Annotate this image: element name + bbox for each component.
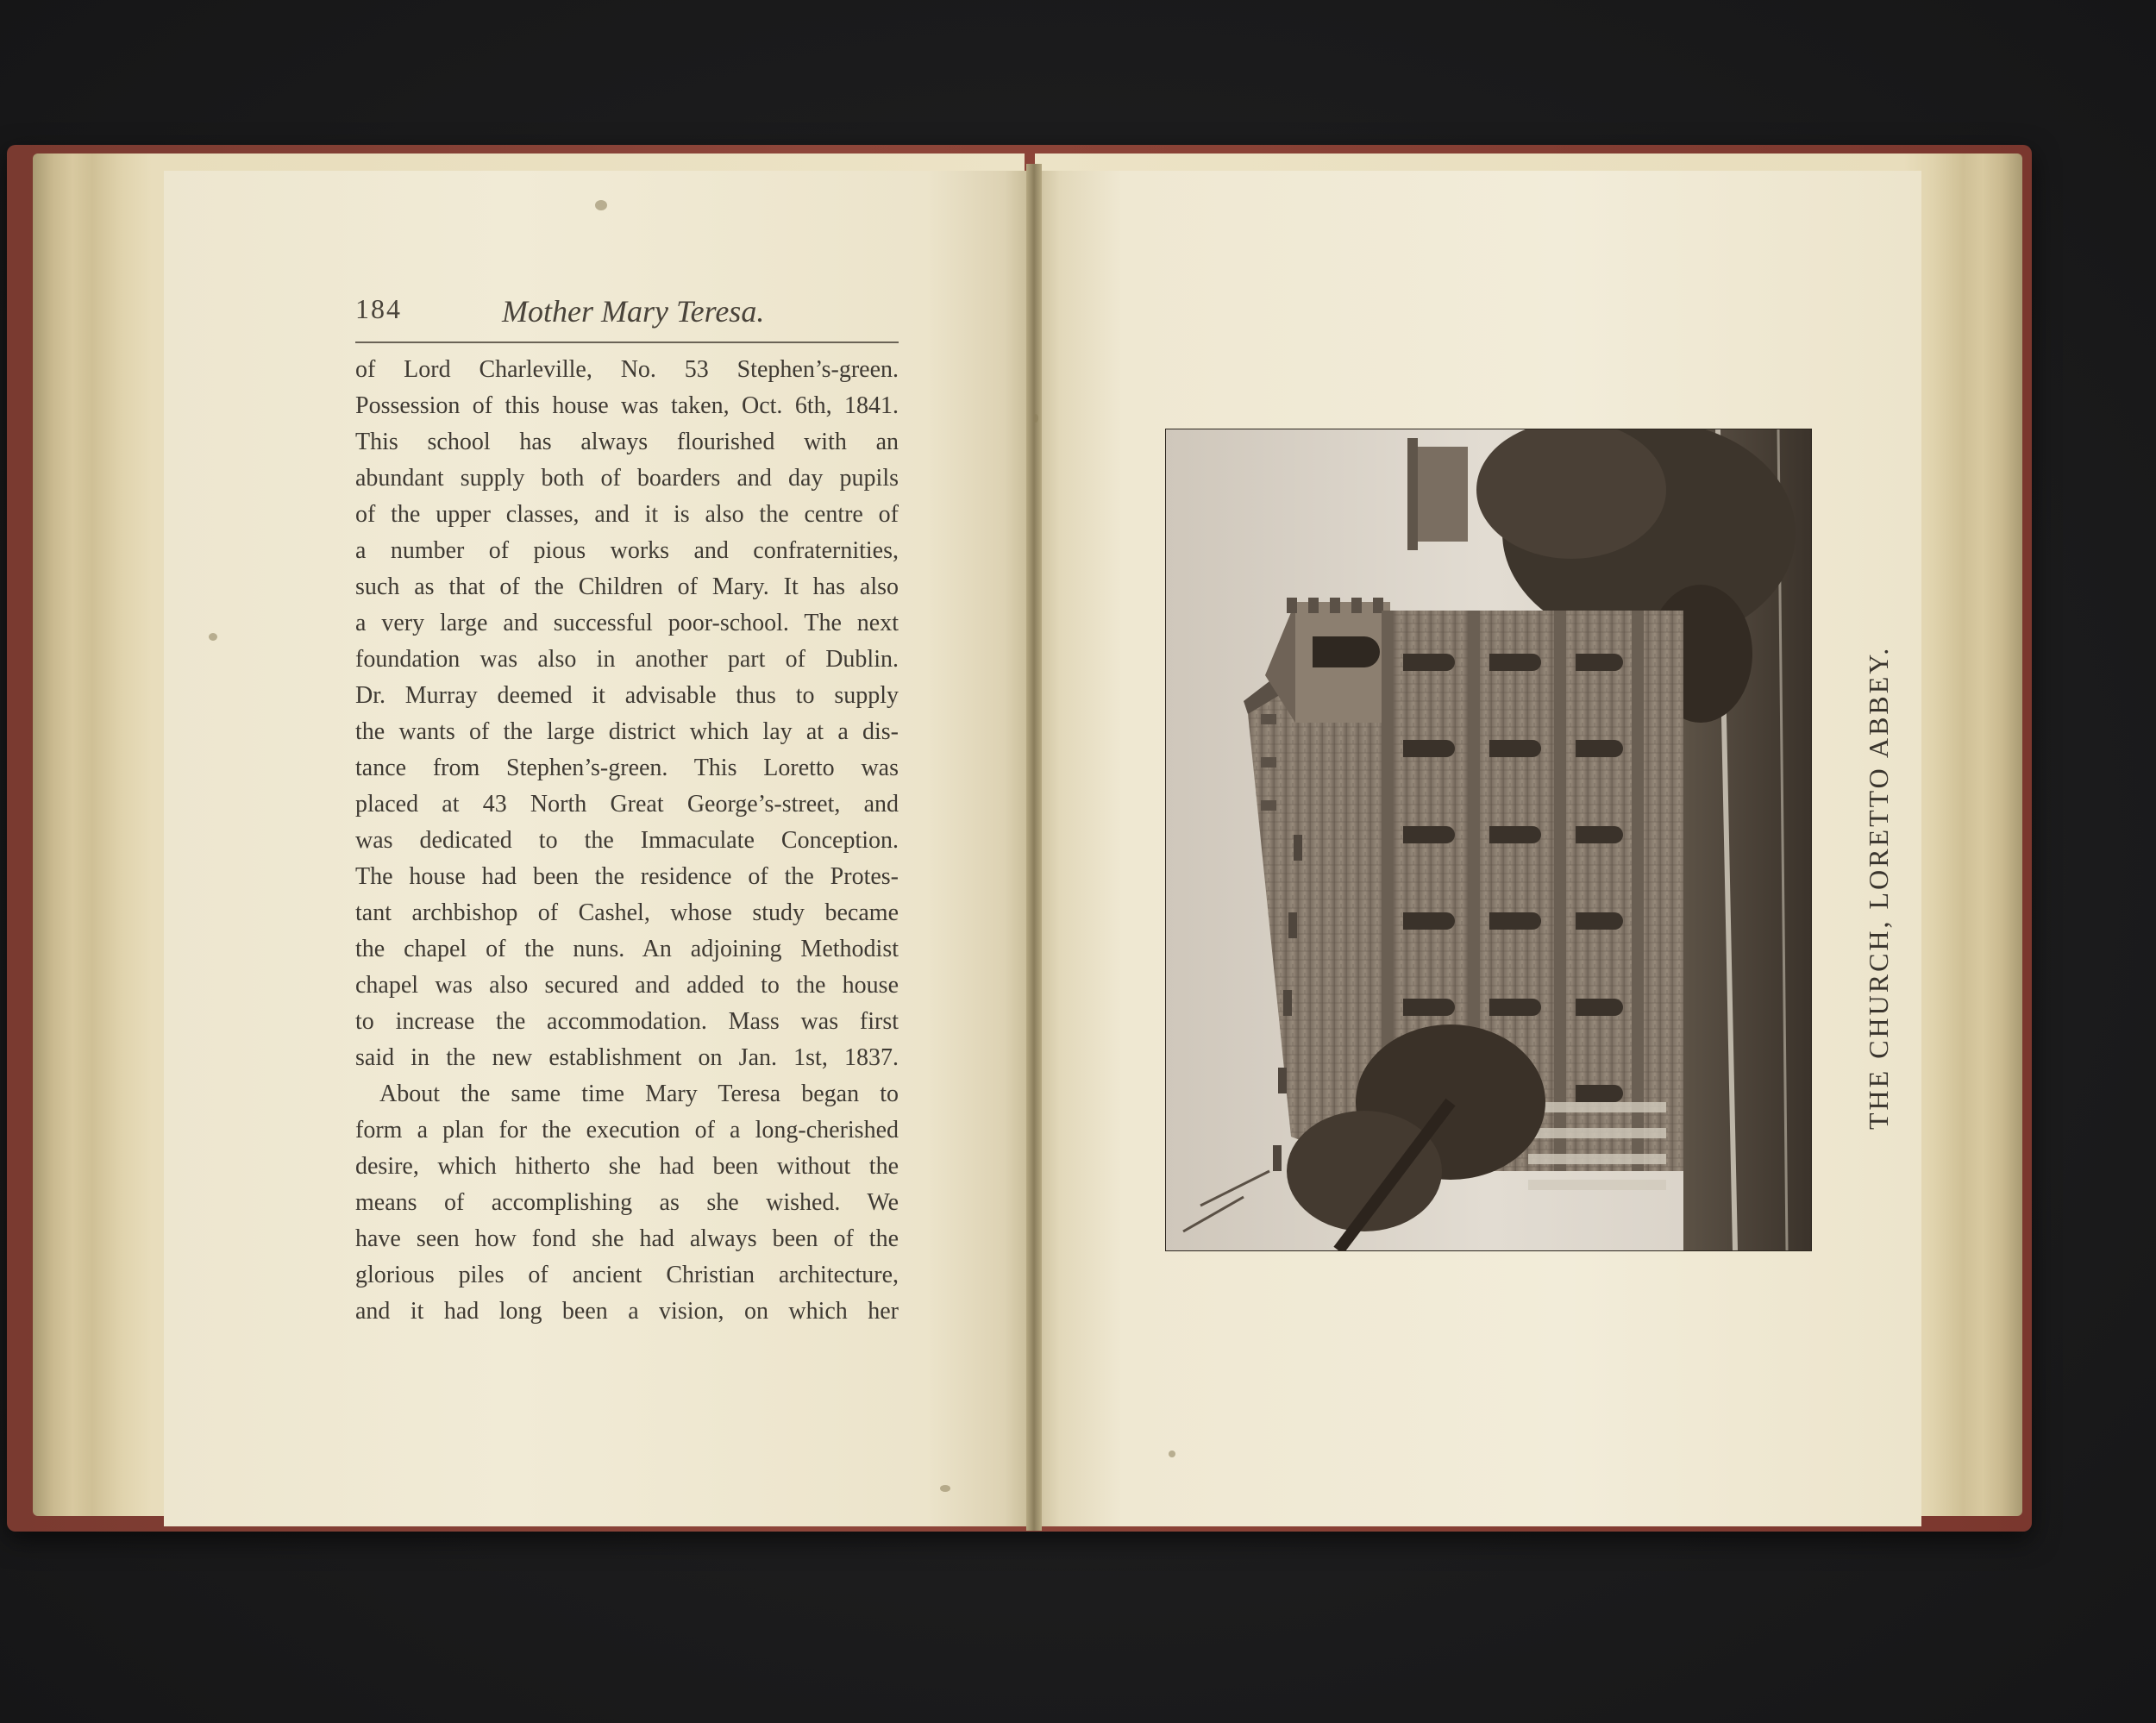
text-line: have seen how fond she had always been of the: [355, 1225, 899, 1252]
text-line: Possession of this house was taken, Oct. 6th, 1841.: [355, 392, 899, 419]
foxing-speck: [1169, 1450, 1175, 1457]
text-line: Dr. Murray deemed it advisable thus to supply: [355, 682, 899, 709]
text-line: said in the new establishment on Jan. 1st, 1837.: [355, 1044, 899, 1071]
text-line: a very large and successful poor-school. The next: [355, 610, 899, 636]
plate-caption: THE CHURCH, LORETTO ABBEY.: [1863, 645, 1894, 1130]
foxing-speck: [940, 1485, 950, 1492]
text-line: About the same time Mary Teresa began to: [379, 1081, 899, 1107]
text-line: glorious piles of ancient Christian architecture,: [355, 1262, 899, 1288]
text-line: and it had long been a vision, on which her: [355, 1298, 899, 1325]
foxing-speck: [595, 200, 607, 210]
text-line: was dedicated to the Immaculate Conception.: [355, 827, 899, 854]
text-line: form a plan for the execution of a long-cherished: [355, 1117, 899, 1143]
foxing-speck: [209, 633, 217, 641]
book-gutter: [1026, 164, 1042, 1531]
text-line: foundation was also in another part of Dublin.: [355, 646, 899, 673]
running-head: [355, 293, 899, 336]
church-photograph-drawing: [1166, 429, 1811, 1250]
text-line: the chapel of the nuns. An adjoining Methodist: [355, 936, 899, 962]
text-line: placed at 43 North Great George’s-street, and: [355, 791, 899, 818]
page-number: 184: [355, 293, 402, 324]
text-line: tant archbishop of Cashel, whose study became: [355, 899, 899, 926]
text-line: chapel was also secured and added to the house: [355, 972, 899, 999]
text-line: of Lord Charleville, No. 53 Stephen’s-green.: [355, 356, 899, 383]
body-text: [355, 352, 899, 1330]
text-line: such as that of the Children of Mary. It has also: [355, 573, 899, 600]
text-line: of the upper classes, and it is also the centre of: [355, 501, 899, 528]
head-rule: [355, 341, 899, 343]
text-line: abundant supply both of boarders and day pupils: [355, 465, 899, 492]
foxing-speck: [1033, 414, 1038, 423]
text-line: tance from Stephen’s-green. This Loretto was: [355, 755, 899, 781]
text-line: a number of pious works and confraternities,: [355, 537, 899, 564]
text-line: to increase the accommodation. Mass was first: [355, 1008, 899, 1035]
text-line: the wants of the large district which lay at a dis-: [355, 718, 899, 745]
text-line: The house had been the residence of the Protes-: [355, 863, 899, 890]
text-line: means of accomplishing as she wished. We: [355, 1189, 899, 1216]
church-photograph: [1166, 429, 1811, 1250]
text-line: This school has always flourished with an: [355, 429, 899, 455]
running-title: Mother Mary Teresa.: [502, 294, 765, 329]
text-line: desire, which hitherto she had been without the: [355, 1153, 899, 1180]
